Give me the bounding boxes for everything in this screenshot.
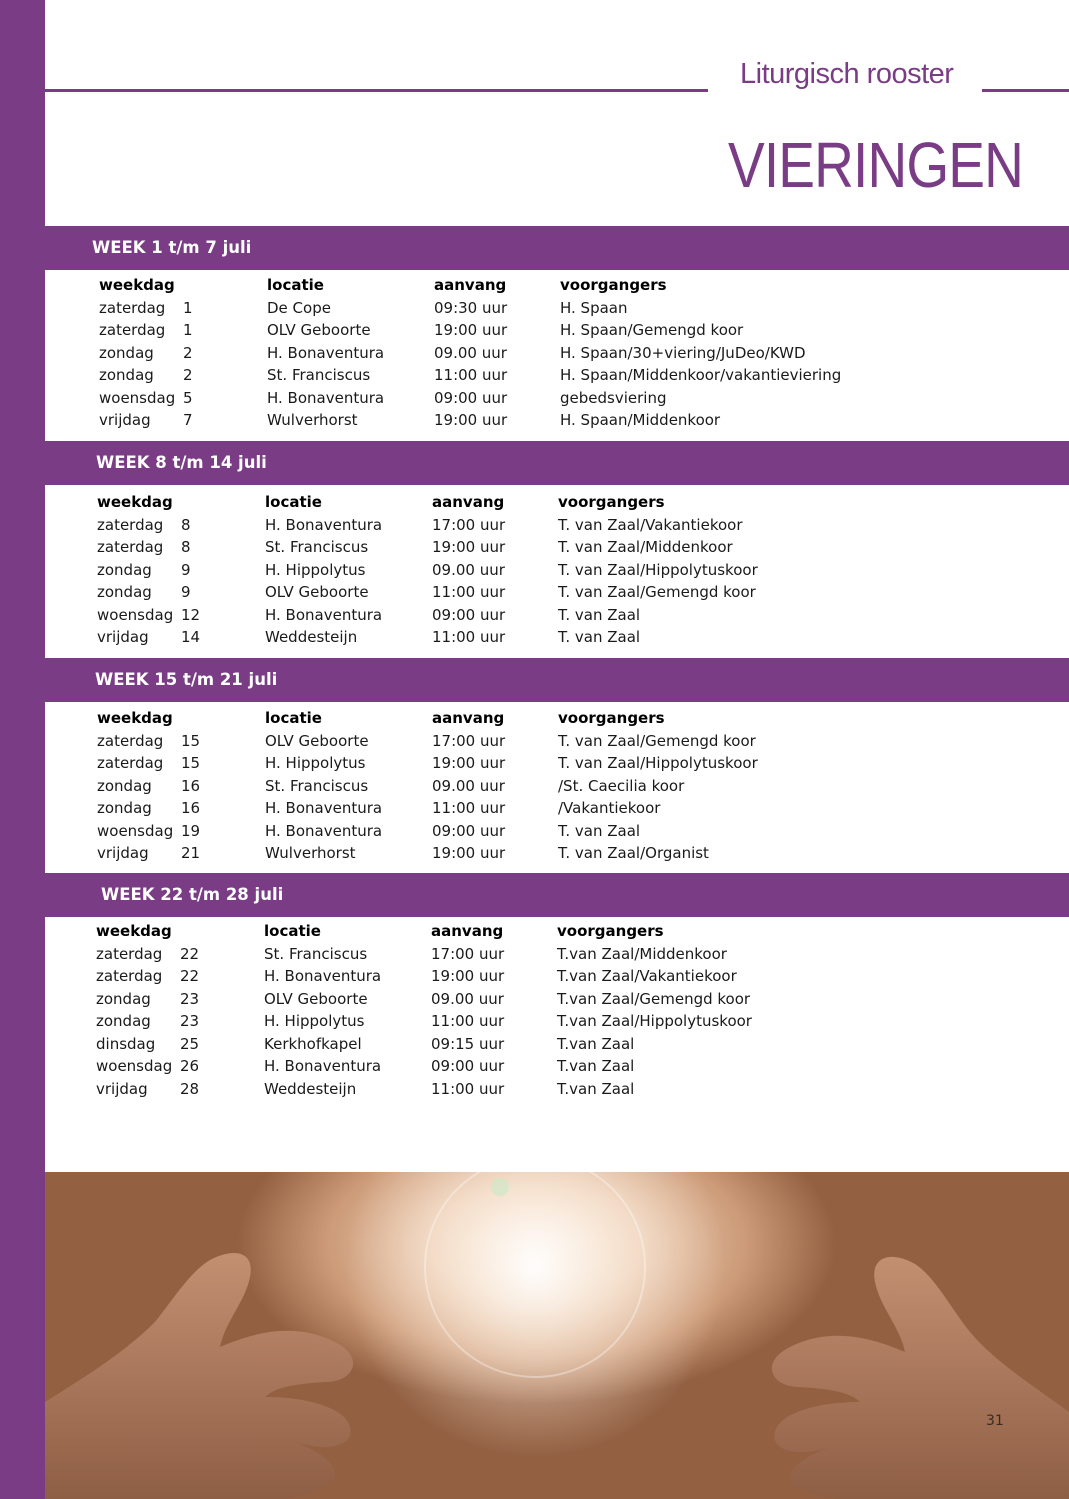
cell-day: dinsdag bbox=[96, 1034, 156, 1053]
cell-leaders: T. van Zaal/Vakantiekoor bbox=[558, 515, 743, 534]
cell-leaders: T. van Zaal/Gemengd koor bbox=[558, 731, 756, 750]
col-leaders: voorgangers bbox=[558, 709, 665, 727]
cell-time: 09.00 uur bbox=[432, 776, 505, 795]
cell-leaders: gebedsviering bbox=[560, 388, 667, 407]
cell-leaders: T. van Zaal bbox=[558, 605, 641, 624]
cell-leaders: T. van Zaal/Organist bbox=[558, 844, 709, 862]
cell-time: 11:00 uur bbox=[434, 366, 508, 384]
cell-location: Weddesteijn bbox=[264, 1079, 357, 1098]
table-row bbox=[97, 754, 997, 776]
cell-date: 23 bbox=[180, 1012, 200, 1030]
cell-location: OLV Geboorte bbox=[264, 989, 368, 1008]
cell-date: 16 bbox=[181, 799, 201, 817]
cell-time: 17:00 uur bbox=[432, 731, 506, 750]
table-row bbox=[99, 389, 999, 411]
cell-day: woensdag bbox=[96, 1057, 173, 1075]
cell-day: zaterdag bbox=[97, 754, 164, 772]
col-location: locatie bbox=[265, 493, 322, 511]
table-row bbox=[97, 844, 997, 866]
cell-time: 11:00 uur bbox=[431, 1012, 505, 1030]
cell-leaders: /St. Caecilia koor bbox=[558, 776, 685, 795]
cell-day: zondag bbox=[97, 776, 152, 795]
cell-day: zaterdag bbox=[96, 967, 163, 985]
header-rule-right bbox=[982, 89, 1069, 92]
cell-day: zaterdag bbox=[97, 731, 164, 750]
page-title: VIERINGEN bbox=[728, 129, 1024, 201]
cell-date: 23 bbox=[180, 989, 200, 1008]
table-row bbox=[97, 822, 997, 844]
week-header bbox=[45, 441, 1069, 485]
cell-date: 16 bbox=[181, 776, 201, 795]
cell-time: 11:00 uur bbox=[432, 799, 506, 817]
cell-time: 17:00 uur bbox=[431, 944, 505, 963]
cell-location: Wulverhorst bbox=[267, 411, 358, 429]
cell-day: zaterdag bbox=[99, 321, 166, 339]
cell-leaders: T. van Zaal bbox=[558, 628, 641, 646]
cell-location: De Cope bbox=[267, 298, 331, 317]
table-row bbox=[97, 799, 997, 821]
cell-location: Weddesteijn bbox=[265, 628, 358, 646]
table-row bbox=[96, 1035, 996, 1057]
cell-date: 12 bbox=[181, 605, 201, 624]
cell-location: H. Bonaventura bbox=[265, 605, 383, 624]
cell-leaders: T.van Zaal bbox=[557, 1057, 635, 1075]
cell-location: OLV Geboorte bbox=[265, 583, 369, 601]
cell-leaders: H. Spaan/Middenkoor/vakantieviering bbox=[560, 366, 842, 384]
cell-time: 19:00 uur bbox=[431, 967, 505, 985]
cell-leaders: T.van Zaal/Gemengd koor bbox=[557, 989, 751, 1008]
header-rule-left bbox=[45, 89, 708, 92]
cell-location: OLV Geboorte bbox=[267, 321, 371, 339]
cell-leaders: /Vakantiekoor bbox=[558, 799, 661, 817]
cell-day: zaterdag bbox=[96, 944, 163, 963]
cell-date: 2 bbox=[183, 366, 193, 384]
week-header bbox=[45, 226, 1069, 270]
cell-date: 14 bbox=[181, 628, 201, 646]
side-accent-bar bbox=[0, 0, 45, 1499]
cell-time: 19:00 uur bbox=[432, 538, 506, 556]
col-leaders: voorgangers bbox=[557, 922, 664, 940]
cell-day: zondag bbox=[97, 560, 152, 579]
cell-time: 17:00 uur bbox=[432, 515, 506, 534]
cell-day: vrijdag bbox=[96, 1079, 148, 1098]
table-row bbox=[97, 583, 997, 605]
cell-location: St. Franciscus bbox=[267, 366, 371, 384]
cell-day: zaterdag bbox=[97, 515, 164, 534]
table-row bbox=[97, 516, 997, 538]
cell-leaders: T.van Zaal/Middenkoor bbox=[557, 944, 727, 963]
table-row bbox=[99, 366, 999, 388]
cell-date: 1 bbox=[183, 321, 193, 339]
table-header-row bbox=[97, 493, 997, 515]
cell-day: zaterdag bbox=[97, 538, 164, 556]
cell-leaders: H. Spaan/Gemengd koor bbox=[560, 321, 744, 339]
cell-location: H. Hippolytus bbox=[265, 560, 366, 579]
cell-leaders: T.van Zaal bbox=[557, 1079, 635, 1098]
cell-leaders: T. van Zaal bbox=[558, 821, 641, 840]
cell-date: 15 bbox=[181, 731, 201, 750]
cell-date: 8 bbox=[181, 515, 191, 534]
cell-location: St. Franciscus bbox=[265, 776, 369, 795]
table-header-row bbox=[97, 709, 997, 731]
col-weekday: weekdag bbox=[96, 922, 172, 940]
cell-day: vrijdag bbox=[99, 411, 151, 429]
col-leaders: voorgangers bbox=[560, 276, 667, 294]
cell-location: H. Bonaventura bbox=[264, 1057, 382, 1075]
table-header-row bbox=[99, 276, 999, 298]
cell-leaders: T.van Zaal/Hippolytuskoor bbox=[557, 1012, 752, 1030]
cell-day: woensdag bbox=[99, 388, 176, 407]
cell-time: 09:00 uur bbox=[434, 388, 508, 407]
cell-date: 22 bbox=[180, 944, 200, 963]
table-row bbox=[97, 732, 997, 754]
cell-date: 5 bbox=[183, 388, 193, 407]
cell-location: H. Bonaventura bbox=[265, 799, 383, 817]
cell-day: zaterdag bbox=[99, 298, 166, 317]
cell-date: 21 bbox=[181, 844, 201, 862]
cell-day: zondag bbox=[99, 366, 154, 384]
cell-leaders: H. Spaan/Middenkoor bbox=[560, 411, 721, 429]
cell-date: 28 bbox=[180, 1079, 200, 1098]
col-leaders: voorgangers bbox=[558, 493, 665, 511]
cell-location: H. Bonaventura bbox=[267, 388, 385, 407]
cell-time: 19:00 uur bbox=[432, 844, 506, 862]
cell-date: 7 bbox=[183, 411, 193, 429]
cell-time: 19:00 uur bbox=[434, 411, 508, 429]
cell-day: woensdag bbox=[97, 821, 174, 840]
cell-leaders: T. van Zaal/Middenkoor bbox=[558, 538, 733, 556]
cell-day: woensdag bbox=[97, 605, 174, 624]
cell-time: 09.00 uur bbox=[431, 989, 504, 1008]
cell-location: H. Bonaventura bbox=[265, 821, 383, 840]
cell-day: zondag bbox=[96, 1012, 151, 1030]
week-header bbox=[45, 658, 1069, 702]
cell-time: 09:30 uur bbox=[434, 298, 508, 317]
week-title: WEEK 8 t/m 14 juli bbox=[96, 453, 267, 472]
cell-leaders: T. van Zaal/Gemengd koor bbox=[558, 583, 756, 601]
cell-time: 09:00 uur bbox=[431, 1057, 505, 1075]
cell-date: 22 bbox=[180, 967, 200, 985]
cell-location: Kerkhofkapel bbox=[264, 1034, 362, 1053]
table-row bbox=[99, 344, 999, 366]
table-row bbox=[97, 606, 997, 628]
col-location: locatie bbox=[267, 276, 324, 294]
col-weekday: weekdag bbox=[97, 493, 173, 511]
cell-leaders: T. van Zaal/Hippolytuskoor bbox=[558, 754, 758, 772]
cell-leaders: H. Spaan/30+viering/JuDeo/KWD bbox=[560, 343, 806, 362]
col-weekday: weekdag bbox=[99, 276, 175, 294]
week-title: WEEK 15 t/m 21 juli bbox=[95, 670, 278, 689]
table-row bbox=[96, 945, 996, 967]
cell-time: 09.00 uur bbox=[432, 560, 505, 579]
week-title: WEEK 1 t/m 7 juli bbox=[92, 238, 252, 257]
hands-illustration bbox=[45, 1172, 1069, 1499]
cell-date: 26 bbox=[180, 1057, 200, 1075]
col-start: aanvang bbox=[431, 922, 504, 940]
table-row bbox=[99, 299, 999, 321]
col-start: aanvang bbox=[432, 709, 505, 727]
cell-day: vrijdag bbox=[97, 844, 149, 862]
section-label: Liturgisch rooster bbox=[740, 58, 954, 90]
cell-time: 11:00 uur bbox=[432, 628, 506, 646]
week-title: WEEK 22 t/m 28 juli bbox=[101, 885, 284, 904]
page-number: 31 bbox=[986, 1413, 1004, 1429]
table-row bbox=[97, 561, 997, 583]
table-row bbox=[96, 990, 996, 1012]
cell-date: 9 bbox=[181, 583, 191, 601]
table-header-row bbox=[96, 922, 996, 944]
col-weekday: weekdag bbox=[97, 709, 173, 727]
cell-location: H. Bonaventura bbox=[267, 343, 385, 362]
cell-day: zondag bbox=[97, 583, 152, 601]
cell-date: 8 bbox=[181, 538, 191, 556]
table-row bbox=[96, 1057, 996, 1079]
cell-time: 09.00 uur bbox=[434, 343, 507, 362]
cell-time: 11:00 uur bbox=[431, 1079, 505, 1098]
cell-location: H. Hippolytus bbox=[265, 754, 366, 772]
col-location: locatie bbox=[264, 922, 321, 940]
cell-leaders: T. van Zaal/Hippolytuskoor bbox=[558, 560, 758, 579]
cell-location: H. Bonaventura bbox=[264, 967, 382, 985]
table-row bbox=[99, 321, 999, 343]
table-row bbox=[97, 628, 997, 650]
table-row bbox=[97, 538, 997, 560]
table-row bbox=[99, 411, 999, 433]
cell-location: Wulverhorst bbox=[265, 844, 356, 862]
cell-leaders: T.van Zaal bbox=[557, 1034, 635, 1053]
week-header bbox=[45, 873, 1069, 917]
cell-location: H. Hippolytus bbox=[264, 1012, 365, 1030]
cell-location: H. Bonaventura bbox=[265, 515, 383, 534]
cell-time: 19:00 uur bbox=[434, 321, 508, 339]
cell-time: 09:15 uur bbox=[431, 1034, 505, 1053]
table-row bbox=[96, 1080, 996, 1102]
cell-date: 1 bbox=[183, 298, 193, 317]
col-start: aanvang bbox=[432, 493, 505, 511]
col-location: locatie bbox=[265, 709, 322, 727]
cell-day: zondag bbox=[99, 343, 154, 362]
cell-time: 09:00 uur bbox=[432, 605, 506, 624]
cell-location: St. Franciscus bbox=[264, 944, 368, 963]
cell-date: 19 bbox=[181, 821, 201, 840]
hands-light-photo bbox=[45, 1172, 1069, 1499]
table-row bbox=[96, 1012, 996, 1034]
cell-leaders: T.van Zaal/Vakantiekoor bbox=[557, 967, 737, 985]
cell-date: 15 bbox=[181, 754, 201, 772]
cell-date: 9 bbox=[181, 560, 191, 579]
cell-day: vrijdag bbox=[97, 628, 149, 646]
col-start: aanvang bbox=[434, 276, 507, 294]
cell-time: 11:00 uur bbox=[432, 583, 506, 601]
cell-time: 09:00 uur bbox=[432, 821, 506, 840]
cell-date: 25 bbox=[180, 1034, 200, 1053]
cell-leaders: H. Spaan bbox=[560, 298, 628, 317]
cell-location: OLV Geboorte bbox=[265, 731, 369, 750]
table-row bbox=[96, 967, 996, 989]
cell-day: zondag bbox=[97, 799, 152, 817]
cell-location: St. Franciscus bbox=[265, 538, 369, 556]
cell-date: 2 bbox=[183, 343, 193, 362]
cell-time: 19:00 uur bbox=[432, 754, 506, 772]
cell-day: zondag bbox=[96, 989, 151, 1008]
table-row bbox=[97, 777, 997, 799]
